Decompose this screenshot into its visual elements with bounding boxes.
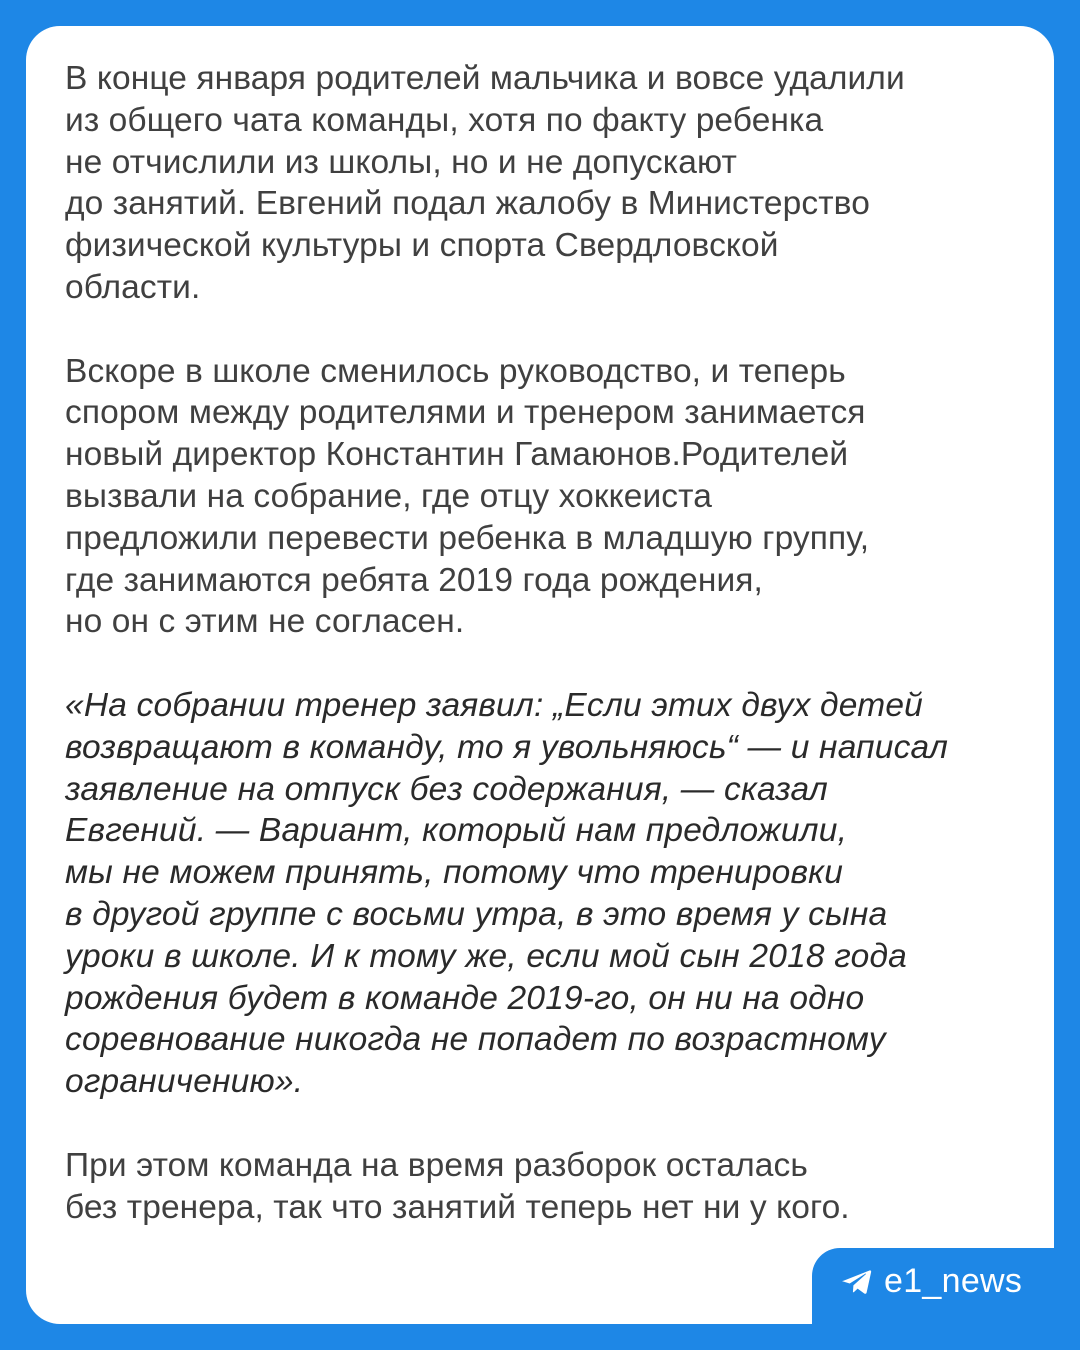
quote-line: Евгений. — Вариант, который нам предложили, bbox=[65, 812, 848, 850]
paragraph-2 bbox=[65, 351, 1035, 644]
quote-line: заявление на отпуск без содержания, — сказал bbox=[65, 770, 829, 808]
quote-line: ограничению». bbox=[65, 1063, 304, 1101]
text-line: не отчислили из школы, но и не допускают bbox=[65, 143, 737, 181]
quote-line: мы не можем принять, потому что тренировки bbox=[65, 854, 844, 892]
text-line: где занимаются ребята 2019 года рождения, bbox=[65, 561, 763, 599]
quote-line: «На собрании тренер заявил: „Если этих двух детей bbox=[65, 686, 923, 724]
quote-line: возвращают в команду, то я увольняюсь“ — и написал bbox=[65, 728, 949, 766]
channel-handle: e1_news bbox=[884, 1262, 1023, 1300]
channel-badge-content bbox=[842, 1262, 1022, 1301]
text-line: спором между родителями и тренером занимается bbox=[65, 394, 866, 432]
text-line: новый директор Константин Гамаюнов.Родителей bbox=[65, 436, 849, 474]
article-body bbox=[65, 58, 1035, 1228]
quote-line: соревнование никогда не попадет по возрастному bbox=[65, 1021, 886, 1059]
text-line: физической культуры и спорта Свердловской bbox=[65, 227, 779, 265]
text-line: В конце января родителей мальчика и вовсе удалили bbox=[65, 60, 905, 97]
quote-paragraph bbox=[65, 685, 1035, 1103]
text-line: до занятий. Евгений подал жалобу в Министерство bbox=[65, 185, 870, 223]
text-line: без тренера, так что занятий теперь нет ни у кого. bbox=[65, 1188, 850, 1226]
text-line: предложили перевести ребенка в младшую группу, bbox=[65, 519, 870, 557]
telegram-icon bbox=[842, 1269, 872, 1295]
quote-line: в другой группе с восьми утра, в это время у сына bbox=[65, 895, 888, 933]
text-line: Вскоре в школе сменилось руководство, и теперь bbox=[65, 352, 846, 390]
quote-line: рождения будет в команде 2019-го, он ни на одно bbox=[65, 979, 865, 1017]
paragraph-1 bbox=[65, 58, 1035, 309]
text-line: но он с этим не согласен. bbox=[65, 603, 465, 641]
paragraph-4 bbox=[65, 1145, 1035, 1229]
text-line: из общего чата команды, хотя по факту ребенка bbox=[65, 101, 824, 139]
text-line: области. bbox=[65, 268, 201, 306]
channel-badge[interactable] bbox=[812, 1248, 1080, 1350]
text-line: вызвали на собрание, где отцу хоккеиста bbox=[65, 477, 712, 515]
text-line: При этом команда на время разборок осталась bbox=[65, 1146, 808, 1184]
quote-line: уроки в школе. И к тому же, если мой сын 2018 года bbox=[65, 937, 907, 975]
